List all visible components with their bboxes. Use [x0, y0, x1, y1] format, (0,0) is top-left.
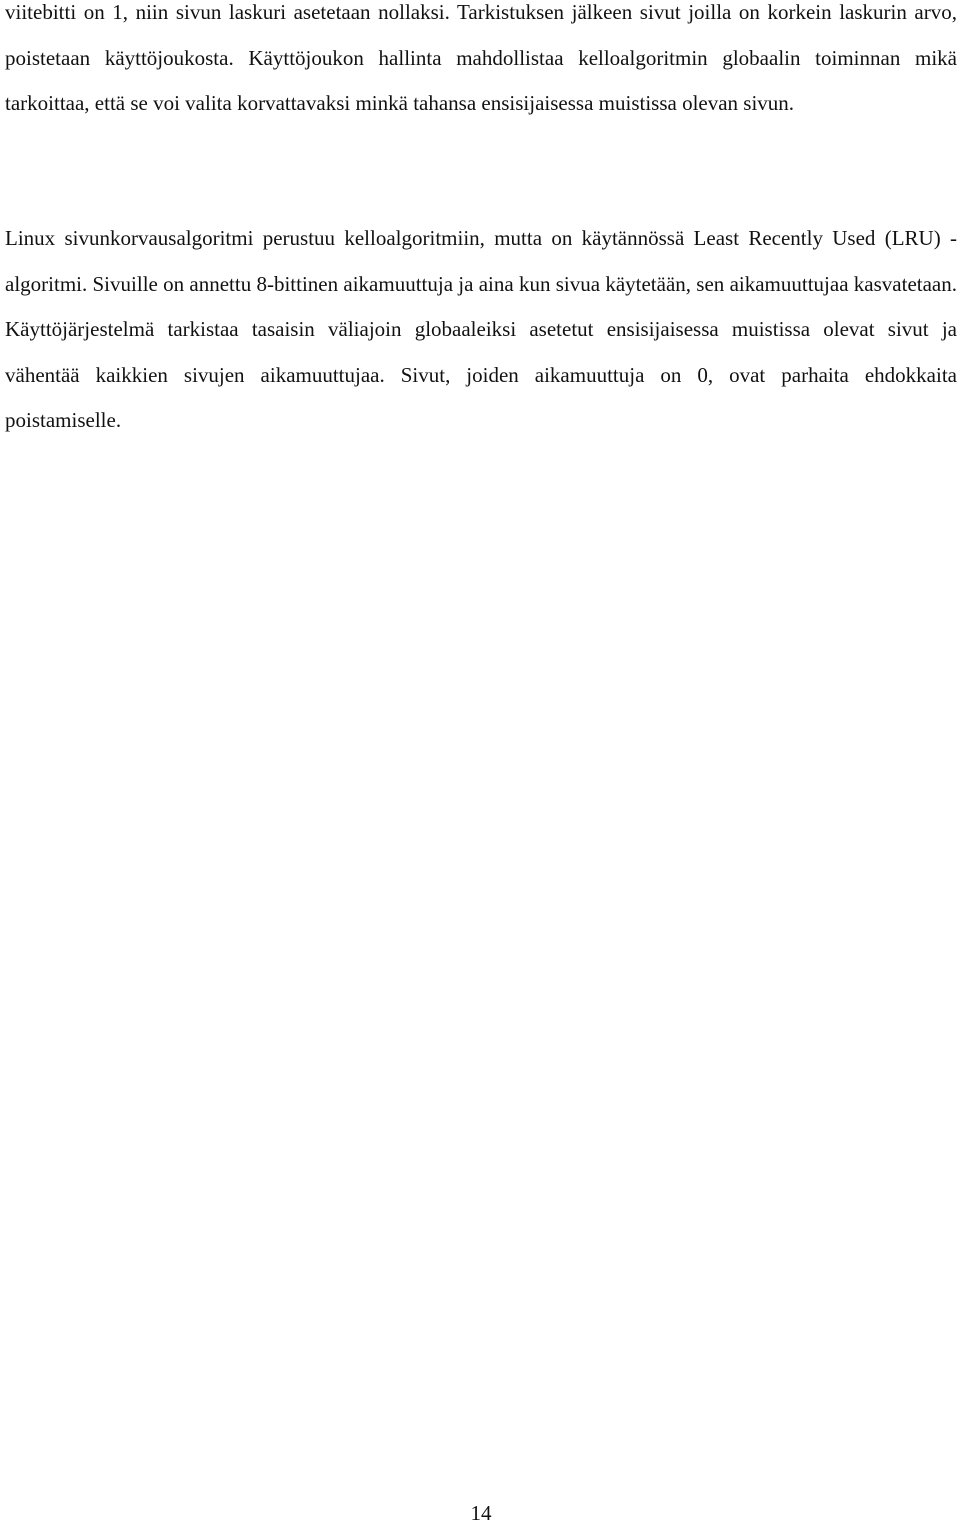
- paragraph-linux-lru: Linux sivunkorvausalgoritmi perustuu kelloalgoritmiin, mutta on käytännössä Least Recently Used (LRU) -algoritmi. Sivuille on annettu 8-bittinen aikamuuttuja ja aina kun sivua käytetään, sen aikamuuttujaa kasvatetaan. Käyttöjärjestelmä tarkistaa tasaisin väliajoin globaaleiksi asetetut ensisijaisessa muistissa olevat sivut ja vähentää kaikkien sivujen aikamuuttujaa. Sivut, joiden aikamuuttuja on 0, ovat parhaita ehdokkaita poistamiselle.: [5, 226, 957, 432]
- document-page: [5, 0, 957, 1532]
- paragraph-clock-algorithm: viitebitti on 1, niin sivun laskuri asetetaan nollaksi. Tarkistuksen jälkeen sivut joilla on korkein laskurin arvo, poistetaan käyttöjoukosta. Käyttöjoukon hallinta mahdollistaa kelloalgoritmin globaalin toiminnan mikä tarkoittaa, että se voi valita korvattavaksi minkä tahansa ensisijaisessa muistissa olevan sivun.: [5, 0, 957, 115]
- page-number: 14: [470, 1501, 492, 1525]
